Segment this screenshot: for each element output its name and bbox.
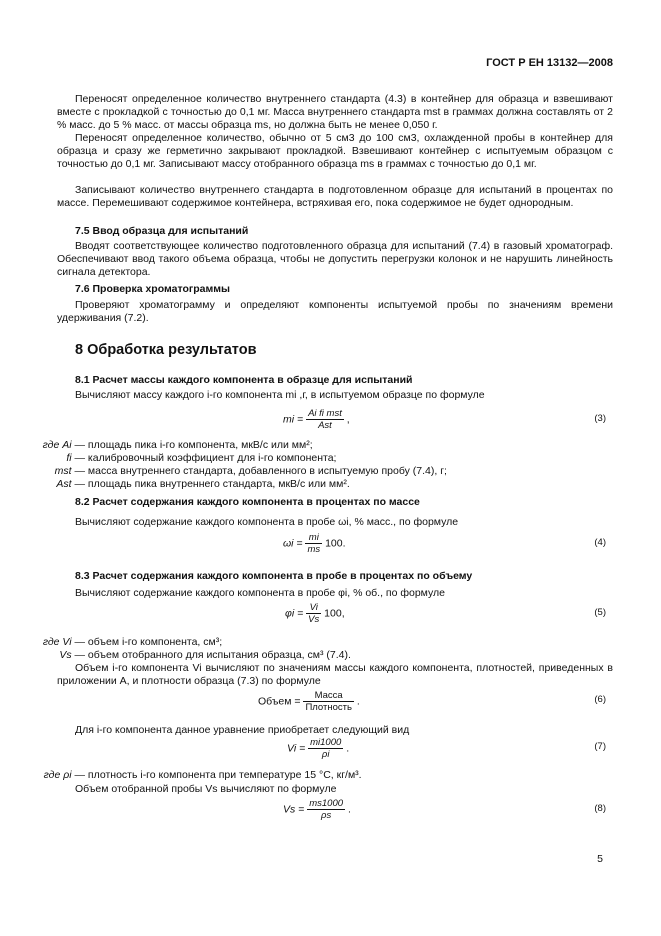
paragraph: Вычисляют содержание каждого компонента в пробе ωi, % масс., по формуле (75, 516, 459, 528)
section-heading-8-2: 8.2 Расчет содержания каждого компонента в процентах по массе (75, 496, 420, 508)
paragraph: Проверяют хроматограмму и определяют компоненты испытуемой пробы по значениям времени удерживания (7.2). (57, 299, 613, 324)
formula-number: (8) (594, 803, 606, 814)
formula-8: Vs = $\frac{ms1000}{\rho s}$ . (283, 798, 351, 821)
section-heading-7-5: 7.5 Ввод образца для испытаний (75, 225, 249, 237)
formula-4: ωi = $\frac{mi}{ms}$ 100. (283, 532, 346, 555)
legend-item: Vs — объем отобранного для испытания образца, см³ (7.4). (59, 649, 351, 661)
paragraph: Объем i-го компонента Vi вычисляют по значениям массы каждого компонента, плотностей, приведенных в приложении А, и плотности образца (7.3) по формуле (57, 662, 613, 687)
page-number: 5 (597, 853, 603, 865)
paragraph: Переносят определенное количество, обычно от 5 см3 до 100 см3, охлажденной пробы в контейнер для образца и сразу же герметично закрывают прокладкой. Взвешивают контейнер с испытуемым образцом с точностью до 0,1 мг. Записывают массу отобранного образца ms в граммах с точностью до 0,1 мг. (57, 132, 613, 170)
formula-6: Объем = $\frac{\text{Масса}}{\text{Плотность}}$ . (258, 690, 360, 713)
legend-item: где Vi — объем i-го компонента, см³; (42, 636, 223, 648)
section-heading-8: 8 Обработка результатов (75, 342, 257, 358)
legend-item: где ρi — плотность i-го компонента при температуре 15 °С, кг/м³. (43, 769, 362, 781)
document-header: ГОСТ Р ЕН 13132—2008 (486, 57, 613, 69)
formula-number: (5) (594, 607, 606, 618)
legend-item: Ast — площадь пика внутреннего стандарта, мкВ/с или мм². (56, 478, 350, 490)
formula-3: mi = $\frac{\text{Ai fi mst}}{\text{Ast}}$ , (283, 408, 350, 431)
paragraph: Записывают количество внутреннего стандарта в подготовленном образце для испытаний в процентах по массе. Перемешивают содержимое контейнера, встряхивая его, пока содержимое не будет однородным. (57, 184, 613, 209)
formula-number: (4) (594, 537, 606, 548)
paragraph: Объем отобранной пробы Vs вычисляют по формуле (75, 783, 337, 795)
section-heading-8-3: 8.3 Расчет содержания каждого компонента в пробе в процентах по объему (75, 570, 473, 582)
paragraph: Переносят определенное количество внутреннего стандарта (4.3) в контейнер для образца и взвешивают вместе с прокладкой с точностью до 0,1 мг. Масса внутреннего стандарта mst в граммах должна составлять от 2 % масс. до 5 % масс. от массы образца ms, но должна быть не менее 0,050 г. (57, 93, 613, 131)
paragraph: Вводят соответствующее количество подготовленного образца для испытаний (7.4) в газовый хроматограф. Обеспечивают ввод такого объема образца, чтобы не допустить перегрузки колонок и не нарушить линейность сигнала детектора. (57, 240, 613, 278)
section-heading-7-6: 7.6 Проверка хроматограммы (75, 283, 231, 295)
formula-5: φi = $\frac{Vi}{Vs}$ 100, (285, 602, 345, 625)
section-heading-8-1: 8.1 Расчет массы каждого компонента в образце для испытаний (75, 374, 413, 386)
paragraph: Для i-го компонента данное уравнение приобретает следующий вид (75, 724, 410, 736)
formula-number: (3) (594, 413, 606, 424)
paragraph: Вычисляют содержание каждого компонента в пробе φi, % об., по формуле (75, 587, 446, 599)
formula-number: (7) (594, 741, 606, 752)
formula-number: (6) (594, 694, 606, 705)
paragraph: Вычисляют массу каждого i-го компонента mi ,г, в испытуемом образце по формуле (75, 389, 485, 401)
legend-item: где Ai — площадь пика i-го компонента, мкВ/с или мм²; (42, 439, 313, 451)
legend-item: mst — масса внутреннего стандарта, добавленного в испытуемую пробу (7.4), г; (54, 465, 447, 477)
legend-item: fi — калибровочный коэффициент для i-го компонента; (66, 452, 337, 464)
formula-7: Vi = $\frac{mi1000}{\rho i}$ . (287, 737, 350, 760)
